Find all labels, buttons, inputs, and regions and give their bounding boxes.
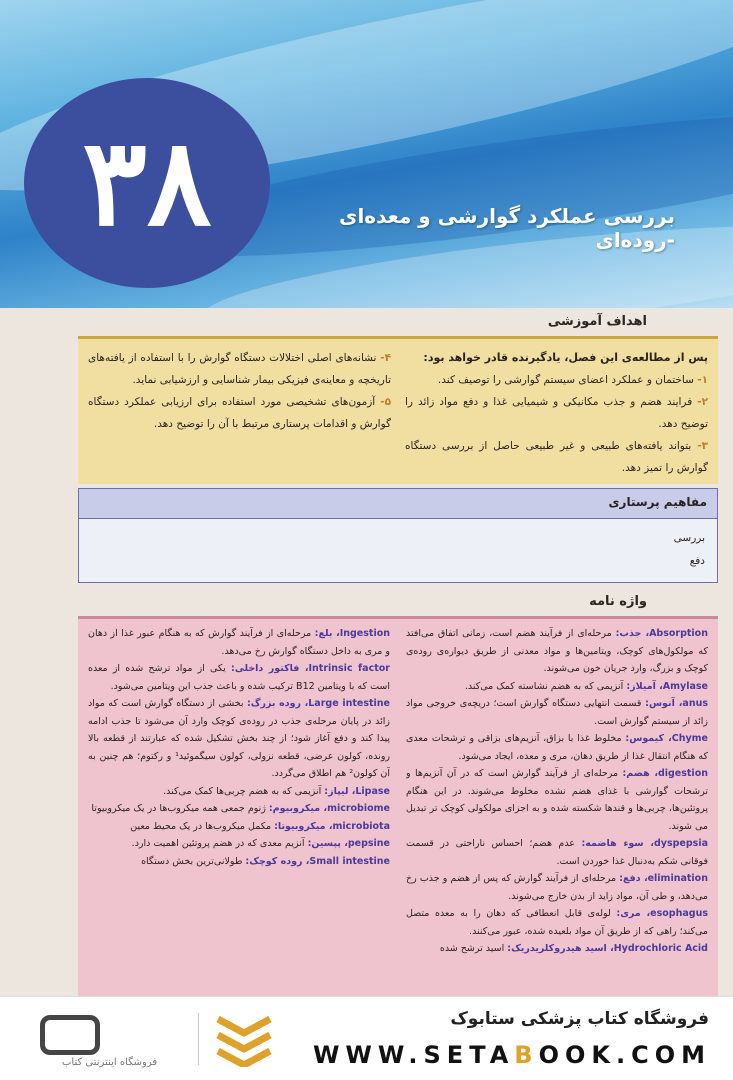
shop-url-link[interactable]: WWW.SETABOOK.COM (312, 1041, 711, 1069)
store-footer (0, 996, 733, 1080)
objective-item: ۴- نشانه‌های اصلی اختلالات دستگاه گوارش را با استفاده از یافته‌های تاریخچه و معاینه‌ی فیزیکی بیمار شناسایی و ارزشیابی نماید. (88, 352, 392, 386)
glossary-entry: anus، آنوس: قسمت انتهایی دستگاه گوارش است؛ دریچه‌ی خروجی مواد زائد از سیستم گوارش است. (406, 698, 708, 727)
objectives-right-column (405, 347, 708, 476)
chapter-title: بررسی عملکرد گوارشی و معده‌ای -روده‌ای (339, 204, 675, 252)
glossary-entry: Amylase، آمیلاز: آنزیمی که به هضم نشاسته کمک می‌کند. (464, 680, 708, 692)
objectives-box (78, 336, 718, 484)
concept-item: بررسی (673, 532, 705, 544)
glossary-entry: esophagus، مری: لوله‌ی قابل انعطافی که دهان را به معده متصل می‌کند؛ راهی که از طریق آن مواد بلعیده شده، عبور می‌کنند. (406, 908, 708, 937)
glossary-left-column (88, 625, 390, 990)
concept-item: دفع (689, 555, 705, 567)
glossary-entry: Ingestion، بلع: مرحله‌ای از فرآیند گوارش که به هنگام عبور غذا از دهان و مری به داخل دستگاه گوارش رخ می‌دهد. (88, 628, 390, 657)
shop-name: فروشگاه کتاب پزشکی ستابوک (450, 1009, 709, 1029)
glossary-entry: microbiota، میکروبیوتا: مکمل میکروب‌ها در یک محیط معین (130, 820, 390, 832)
objective-item: ۲- فرایند هضم و جذب مکانیکی و شیمیایی غذا و دفع مواد زائد را توضیح دهد. (405, 396, 708, 430)
objectives-heading: اهداف آموزشی (547, 314, 647, 329)
glossary-entry: Lipase، لیپاز: آنزیمی که به هضم چربی‌ها کمک می‌کند. (163, 785, 390, 797)
glossary-entry: Hydrochloric Acid، اسید هیدروکلریدریک: اسید ترشح شده (439, 943, 708, 954)
concepts-heading: مفاهیم پرستاری (79, 489, 717, 519)
glossary-entry: Intrinsic factor، فاکتور داخلی: یکی از مواد ترشح شده از معده است که با ویتامین B12 ترکیب شده و باعث جذب این ویتامین می‌شود. (88, 663, 390, 692)
glossary-entry: Absorption، جذب: مرحله‌ای از فرآیند هضم است، زمانی اتفاق می‌افتد که مولکول‌های کوچک، ویتامین‌ها و مواد معدنی از طریق دیواره‌ی روده‌ی کوچک و بزرگ، وارد جریان خون می‌شوند. (406, 628, 708, 674)
glossary-entry: digestion، هضم: مرحله‌ای از فرآیند گوارش است که در آن آنزیم‌ها و ترشحات گوارشی با غذای هضم نشده مخلوط می‌شوند. در این هنگام پروتئین‌ها، چربی‌ها و قندها شکسته شده و به اجزای مولکولی کوچک تر تبدیل می شوند. (406, 768, 708, 832)
glossary-entry: dyspepsia، سوء هاضمه: عدم هضم؛ احساس ناراحتی در قسمت فوقانی شکم به‌دنبال غذا خوردن است. (406, 838, 708, 867)
glossary-entry: microbiome، میکروبیوم: ژنوم جمعی همه میکروب‌ها در یک میکروبیوتا (91, 803, 390, 814)
objective-item: ۳- بتواند یافته‌های طبیعی و غیر طبیعی حاصل از بررسی دستگاه گوارش را تمیز دهد. (405, 440, 708, 474)
objectives-left-column (88, 347, 391, 476)
glossary-heading: واژه نامه (589, 594, 647, 609)
objectives-lead: پس از مطالعه‌ی این فصل، یادگیرنده قادر خواهد بود: (423, 351, 708, 364)
objective-item: ۵- آزمون‌های تشخیصی مورد استفاده برای ارزیابی عملکرد دستگاه گوارش و اقدامات پرستاری مرتبط با آن را توضیح دهد. (88, 396, 391, 430)
glossary-box (78, 616, 718, 996)
logo-subtitle: فروشگاه اینترنتی کتاب (62, 1057, 158, 1068)
glossary-entry: Large intestine، روده بزرگ: بخشی از دستگاه گوارش است که مواد زائد در پایان مرحله‌ی جذب در روده‌ی کوچک وارد آن می‌شود تا جذب ادامه پیدا کند و دفع آغاز شود؛ از چند بخش تشکیل شده که عبارتند از قطعه بالا رونده، کولون عرضی، قطعه نزولی، کولون سیگموئید¹ و رکتوم؛ هم چنین به آن کولون² هم اطلاق می‌گردد. (88, 698, 390, 779)
footer-divider (198, 1013, 199, 1065)
glossary-entry: elimination، دفع: مرحله‌ای از فرآیند گوارش که پس از هضم و جذب رخ می‌دهد، و طی آن، مواد زاید از بدن خارج می‌شوند. (406, 873, 708, 902)
glossary-entry: Small intestine، روده کوچک: طولانی‌ترین بخش دستگاه (141, 855, 390, 867)
glossary-entry: pepsine، پپسین: آنزیم معدی که در هضم پروتئین اهمیت دارد. (131, 838, 390, 849)
chapter-number-badge (24, 78, 270, 288)
objective-item: ۱- ساختمان و عملکرد اعضای سیستم گوارشی را توصیف کند. (437, 374, 708, 386)
chevron-logo-icon (214, 1013, 274, 1067)
glossary-right-column (406, 625, 708, 990)
glossary-entry: Chyme، کیموس: مخلوط غذا با بزاق، آنزیم‌های بزاقی و ترشحات معدی که هنگام انتقال غذا از طریق دهان، مری و معده، ایجاد می‌شود. (406, 733, 708, 762)
chapter-banner (0, 0, 733, 308)
chapter-number: ۳۸ (82, 112, 212, 253)
setabook-logo-icon (40, 1015, 100, 1055)
nursing-concepts-box (78, 488, 718, 583)
